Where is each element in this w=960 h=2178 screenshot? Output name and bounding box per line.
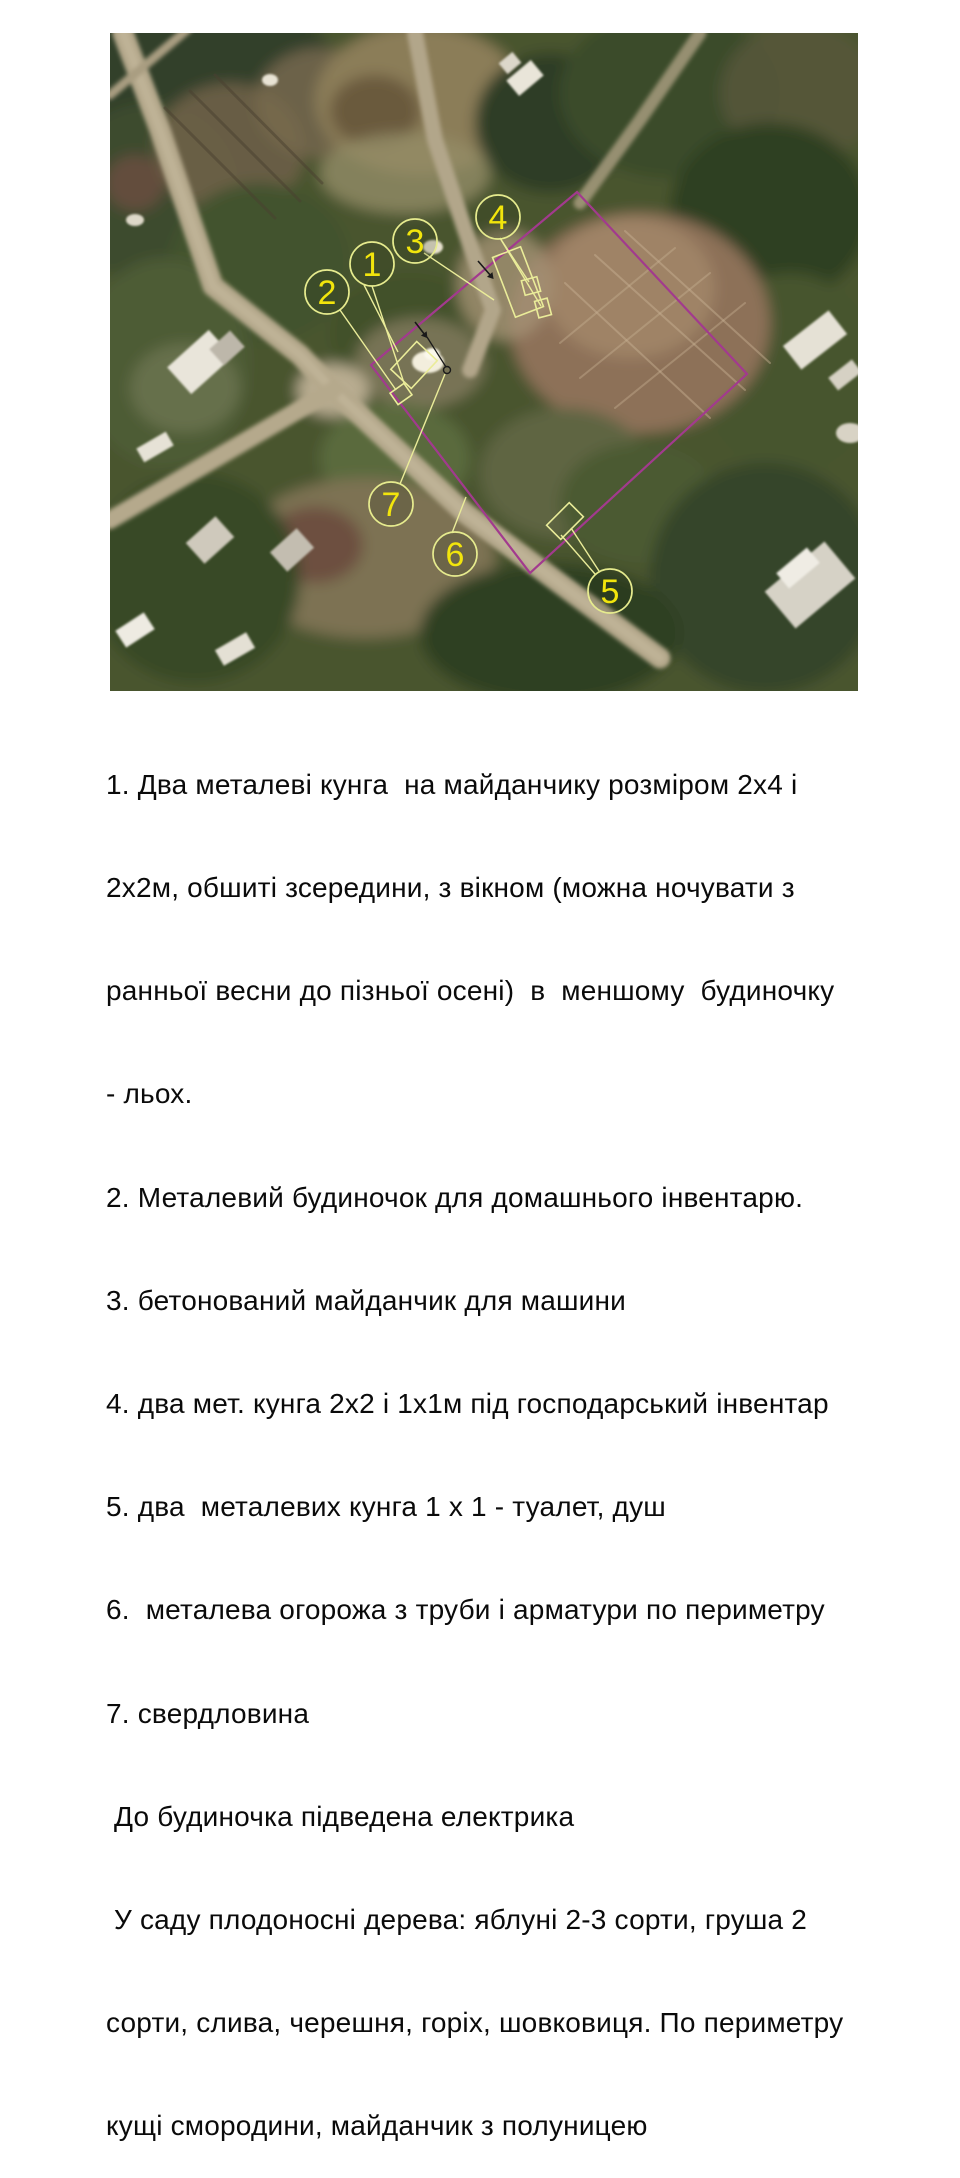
map-marker-number-3: 3 [405,223,425,261]
legend-line: кущі смородини, майданчик з полуницею [106,2110,648,2142]
satellite-map-image [110,33,858,691]
map-marker-number-4: 4 [488,199,508,237]
map-marker-number-2: 2 [317,274,337,312]
legend-line: 2. Металевий будиночок для домашнього інвентарю. [106,1181,804,1213]
legend-line: сорти, слива, черешня, горіх, шовковиця. По периметру [106,2007,844,2039]
legend-line: 2х2м, обшиті зсередини, з вікном (можна ночувати з [106,872,795,904]
legend-line: До будиночка підведена електрика [106,1800,575,1832]
legend-line: 6. металева огорожа з труби і арматури по периметру [106,1594,825,1626]
legend-line: 4. два мет. кунга 2х2 і 1х1м під господарський інвентар [106,1388,829,1420]
legend-text-block [106,699,843,2178]
map-marker-number-1: 1 [362,246,382,284]
legend-line: 7. свердловина [106,1697,310,1729]
map-marker-number-5: 5 [600,573,620,611]
legend-line: ранньої весни до пізньої осені) в меншому будиночку [106,975,835,1007]
legend-line: 5. два металевих кунга 1 х 1 - туалет, душ [106,1491,666,1523]
legend-line: - льох. [106,1078,193,1110]
legend-line: 3. бетонований майданчик для машини [106,1284,627,1316]
map-marker-number-7: 7 [381,486,401,524]
legend-line: У саду плодоносні дерева: яблуні 2-3 сорти, груша 2 [106,1904,808,1936]
satellite-map-canvas [110,33,858,691]
legend-line: 1. Два металеві кунга на майданчику розміром 2х4 і [106,768,798,800]
map-marker-number-6: 6 [445,536,465,574]
